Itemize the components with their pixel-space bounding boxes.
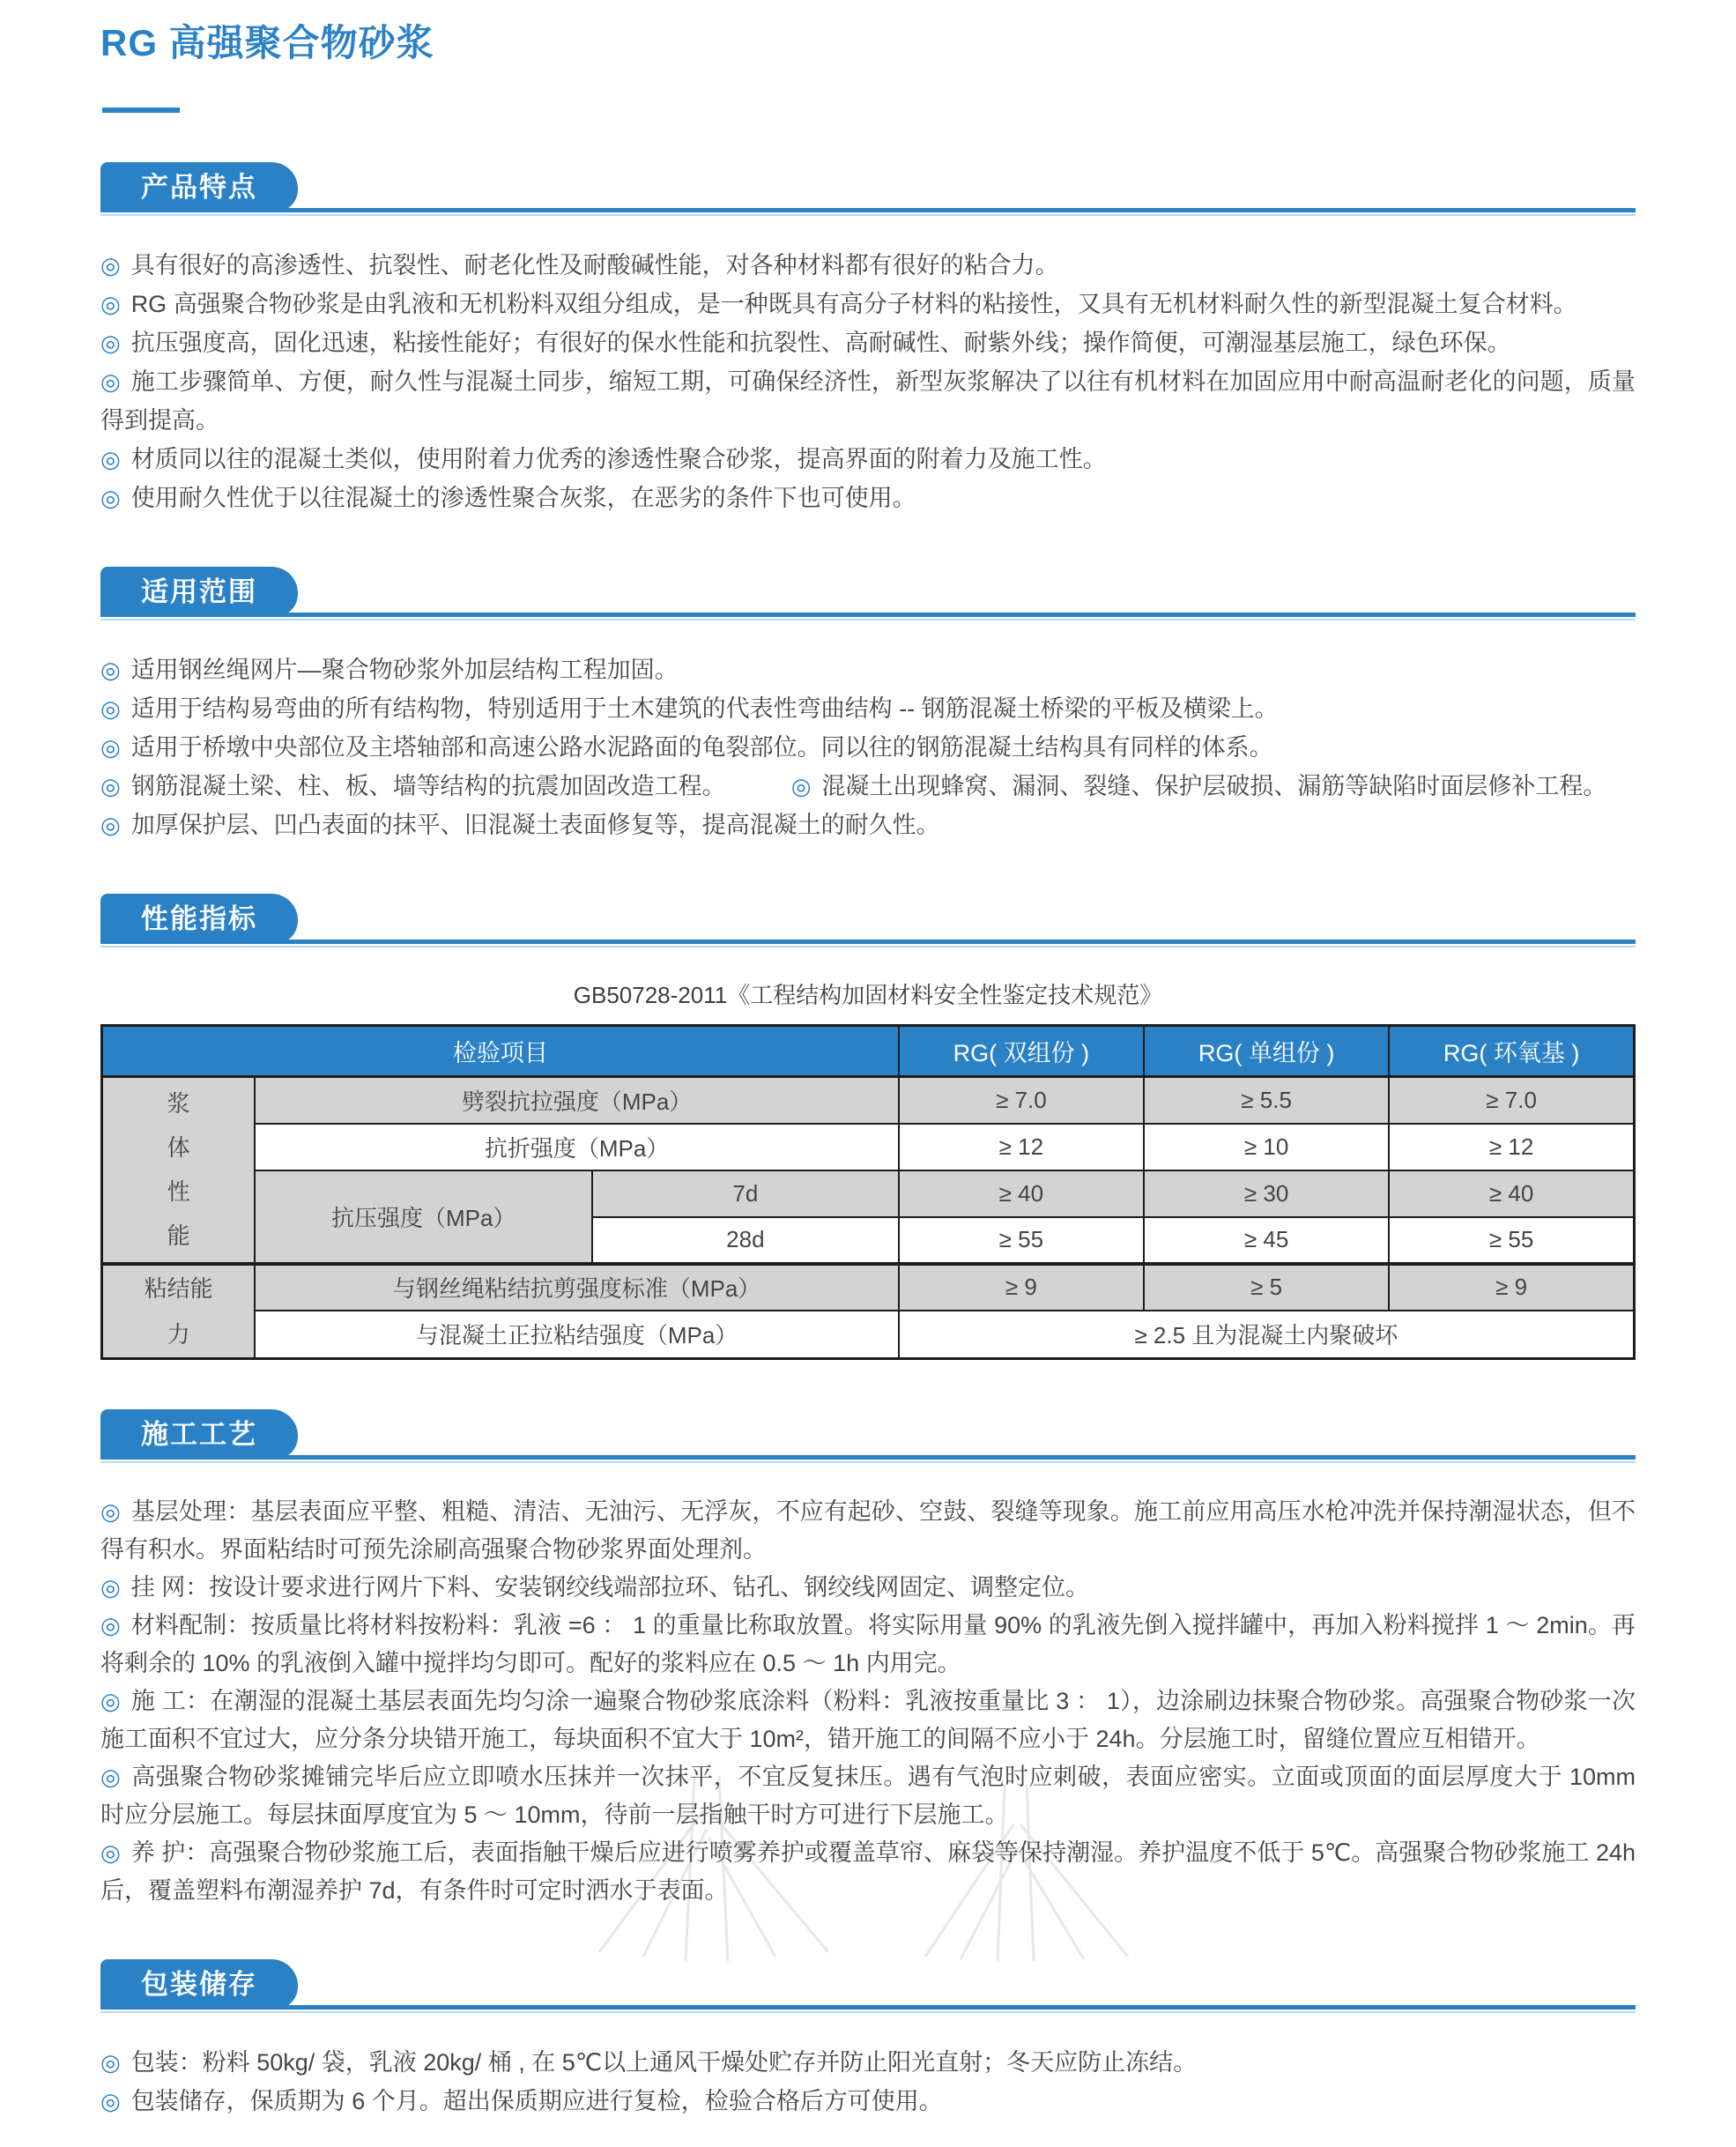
process-text: 养 护：高强聚合物砂浆施工后，表面指触干燥后应进行喷雾养护或覆盖草帘、麻袋等保持潮湿。养护温度不低于 5℃。高强聚合物砂浆施工 24h 后，覆盖塑料布潮湿养护 7d，有条件时可定时洒水于表面。 — [100, 1839, 1636, 1904]
ring-bullet-icon: ◎ — [100, 812, 121, 838]
scope-text: 混凝土出现蜂窝、漏洞、裂缝、保护层破损、漏筋等缺陷时面层修补工程。 — [821, 773, 1607, 799]
value-cell: ≥ 9 — [1389, 1264, 1634, 1311]
value-cell: ≥ 5 — [1144, 1264, 1389, 1311]
ring-bullet-icon: ◎ — [100, 368, 121, 395]
ring-bullet-icon: ◎ — [790, 773, 812, 799]
value-cell: ≥ 5.5 — [1144, 1077, 1389, 1124]
scope-item — [100, 806, 1636, 844]
value-cell: ≥ 40 — [899, 1170, 1144, 1217]
performance-table — [100, 1024, 1636, 1360]
value-cell: ≥ 10 — [1144, 1124, 1389, 1170]
ring-bullet-icon: ◎ — [100, 734, 121, 761]
page-title: RG 高强聚合物砂浆 — [100, 22, 434, 63]
scope-item — [100, 650, 1636, 689]
ring-bullet-icon: ◎ — [100, 1573, 121, 1601]
process-text: 挂 网：按设计要求进行网片下料、安装钢绞线端部拉环、钻孔、钢绞线网固定、调整定位。 — [130, 1573, 1090, 1601]
value-cell: ≥ 9 — [899, 1264, 1144, 1311]
section-badge-scope: 适用范围 — [100, 567, 298, 617]
process-text: 基层处理：基层表面应平整、粗糙、清洁、无油污、无浮灰，不应有起砂、空鼓、裂缝等现象。施工前应用高压水枪冲洗并保持潮湿状态，但不得有积水。界面粘结时可预先涂刷高强聚合物砂浆界面处理剂。 — [100, 1497, 1636, 1563]
title-underline — [102, 108, 180, 113]
process-item — [100, 1569, 1636, 1607]
ring-bullet-icon: ◎ — [100, 1687, 121, 1714]
value-cell: ≥ 7.0 — [1389, 1077, 1634, 1124]
value-cell: ≥ 40 — [1389, 1170, 1634, 1217]
page-content — [100, 14, 1636, 2121]
ring-bullet-icon: ◎ — [100, 1497, 121, 1525]
feature-text: 施工步骤简单、方便，耐久性与混凝土同步，缩短工期，可确保经济性，新型灰浆解决了以往有机材料在加固应用中耐高温耐老化的问题，质量得到提高。 — [100, 368, 1636, 434]
value-cell: ≥ 55 — [1389, 1217, 1634, 1264]
col-header-rg1: RG( 单组份 ) — [1144, 1026, 1389, 1077]
packaging-text: 包装：粉料 50kg/ 袋，乳液 20kg/ 桶 , 在 5℃以上通风干燥处贮存并防止阳光直射；冬天应防止冻结。 — [130, 2048, 1198, 2076]
feature-item — [100, 323, 1636, 362]
scope-item — [100, 728, 1636, 767]
feature-text: 使用耐久性优于以往混凝土的渗透性聚合灰浆，在恶劣的条件下也可使用。 — [130, 485, 916, 511]
table-row — [102, 1124, 1635, 1170]
section-header-performance — [100, 894, 1636, 944]
section-badge-performance: 性能指标 — [100, 894, 298, 944]
section-badge-features: 产品特点 — [100, 162, 298, 212]
table-row — [102, 1311, 1635, 1358]
process-text: 材料配制：按质量比将材料按粉料：乳液 =6 ： 1 的重量比称取放置。将实际用量 90% 的乳液先倒入搅拌罐中，再加入粉料搅拌 1 ～ 2min。再将剩余的 10% 的乳液倒入罐中搅拌均匀即可。配好的浆料应在 0.5 ～ 1h 内用完。 — [100, 1611, 1636, 1676]
value-cell: ≥ 7.0 — [899, 1077, 1144, 1124]
table-row — [102, 1170, 1635, 1217]
row-label: 抗折强度（MPa） — [255, 1124, 898, 1170]
table-caption: GB50728-2011《工程结构加固材料安全性鉴定技术规范》 — [573, 982, 1163, 1008]
scope-text: 适用于结构易弯曲的所有结构物，特别适用于土木建筑的代表性弯曲结构 -- 钢筋混凝土桥梁的平板及横梁上。 — [130, 695, 1279, 722]
group-cell-slurry — [102, 1077, 256, 1264]
ring-bullet-icon: ◎ — [100, 330, 121, 356]
section-header-features — [100, 162, 1636, 212]
col-header-rg2: RG( 双组份 ) — [899, 1026, 1144, 1077]
feature-item — [100, 285, 1636, 323]
ring-bullet-icon: ◎ — [100, 2087, 121, 2114]
section-header-packaging — [100, 1959, 1636, 2010]
value-cell-merged: ≥ 2.5 且为混凝土内聚破坏 — [899, 1311, 1635, 1358]
packaging-item — [100, 2082, 1636, 2121]
row-label: 与混凝土正拉粘结强度（MPa） — [255, 1311, 898, 1358]
ring-bullet-icon: ◎ — [100, 291, 121, 317]
ring-bullet-icon: ◎ — [100, 657, 121, 683]
section-header-scope — [100, 567, 1636, 617]
section-process — [100, 1409, 1636, 1910]
table-row — [102, 1077, 1635, 1124]
group-label: 浆体性能 — [167, 1090, 190, 1250]
col-header-rge: RG( 环氧基 ) — [1389, 1026, 1634, 1077]
feature-text: RG 高强聚合物砂浆是由乳液和无机粉料双组分组成，是一种既具有高分子材料的粘接性，又具有无机材料耐久性的新型混凝土复合材料。 — [130, 291, 1577, 317]
section-packaging — [100, 1959, 1636, 2121]
process-item — [100, 1493, 1636, 1569]
process-item — [100, 1758, 1636, 1834]
row-label: 劈裂抗拉强度（MPa） — [255, 1077, 898, 1124]
feature-item — [100, 440, 1636, 479]
ring-bullet-icon: ◎ — [100, 252, 121, 279]
group-label: 粘结能力 — [144, 1274, 213, 1348]
process-text: 高强聚合物砂浆摊铺完毕后应立即喷水压抹并一次抹平，不宜反复抹压。遇有气泡时应刺破，表面应密实。立面或顶面的面层厚度大于 10mm 时应分层施工。每层抹面厚度宜为 5 ～ 10mm，待前一层指触干时方可进行下层施工。 — [100, 1763, 1636, 1828]
ring-bullet-icon: ◎ — [100, 773, 121, 799]
section-performance — [100, 894, 1636, 1360]
ring-bullet-icon: ◎ — [100, 1611, 121, 1638]
table-row — [102, 1264, 1635, 1311]
process-text: 施 工：在潮湿的混凝土基层表面先均匀涂一遍聚合物砂浆底涂料（粉料：乳液按重量比 3 ： 1），边涂刷边抹聚合物砂浆。高强聚合物砂浆一次施工面积不宜过大，应分条分块错开施工，每块面积不宜大于 10m²，错开施工的间隔不应小于 24h。分层施工时，留缝位置应互相错开。 — [100, 1687, 1636, 1752]
sub-row-label: 7d — [592, 1170, 899, 1217]
scope-text: 适用于桥墩中央部位及主塔轴部和高速公路水泥路面的龟裂部位。同以往的钢筋混凝土结构具有同样的体系。 — [130, 734, 1273, 761]
feature-text: 具有很好的高渗透性、抗裂性、耐老化性及耐酸碱性能，对各种材料都有很好的粘合力。 — [130, 252, 1059, 279]
group-cell-bond — [102, 1264, 256, 1359]
ring-bullet-icon: ◎ — [100, 446, 121, 472]
section-features — [100, 162, 1636, 517]
scope-item — [100, 689, 1636, 728]
row-label: 抗压强度（MPa） — [255, 1170, 592, 1264]
process-item — [100, 1607, 1636, 1683]
feature-text: 抗压强度高，固化迅速，粘接性能好；有很好的保水性能和抗裂性、高耐碱性、耐紫外线；操作简便，可潮湿基层施工，绿色环保。 — [130, 330, 1511, 356]
scope-text: 钢筋混凝土梁、柱、板、墙等结构的抗震加固改造工程。 — [130, 773, 726, 799]
ring-bullet-icon: ◎ — [100, 485, 121, 511]
ring-bullet-icon: ◎ — [100, 695, 121, 722]
col-header-item: 检验项目 — [102, 1026, 899, 1077]
feature-text: 材质同以往的混凝土类似，使用附着力优秀的渗透性聚合砂浆，提高界面的附着力及施工性。 — [130, 446, 1107, 472]
section-scope — [100, 567, 1636, 844]
feature-item — [100, 479, 1636, 517]
ring-bullet-icon: ◎ — [100, 2048, 121, 2076]
section-badge-packaging: 包装储存 — [100, 1959, 298, 2010]
process-item — [100, 1834, 1636, 1910]
feature-item — [100, 362, 1636, 440]
packaging-text: 包装储存，保质期为 6 个月。超出保质期应进行复检，检验合格后方可使用。 — [130, 2087, 943, 2114]
ring-bullet-icon: ◎ — [100, 1839, 121, 1866]
scope-text: 适用钢丝绳网片—聚合物砂浆外加层结构工程加固。 — [130, 657, 679, 683]
section-header-process — [100, 1409, 1636, 1460]
row-label: 与钢丝绳粘结抗剪强度标准（MPa） — [255, 1264, 898, 1311]
value-cell: ≥ 45 — [1144, 1217, 1389, 1264]
value-cell: ≥ 55 — [899, 1217, 1144, 1264]
scope-item-pair — [100, 767, 1636, 806]
value-cell: ≥ 30 — [1144, 1170, 1389, 1217]
ring-bullet-icon: ◎ — [100, 1763, 122, 1790]
table-header-row — [102, 1026, 1635, 1077]
process-item — [100, 1683, 1636, 1758]
scope-text: 加厚保护层、凹凸表面的抹平、旧混凝土表面修复等，提高混凝土的耐久性。 — [130, 812, 940, 838]
section-badge-process: 施工工艺 — [100, 1409, 298, 1460]
feature-item — [100, 246, 1636, 285]
sub-row-label: 28d — [592, 1217, 899, 1264]
value-cell: ≥ 12 — [899, 1124, 1144, 1170]
value-cell: ≥ 12 — [1389, 1124, 1634, 1170]
packaging-item — [100, 2043, 1636, 2082]
